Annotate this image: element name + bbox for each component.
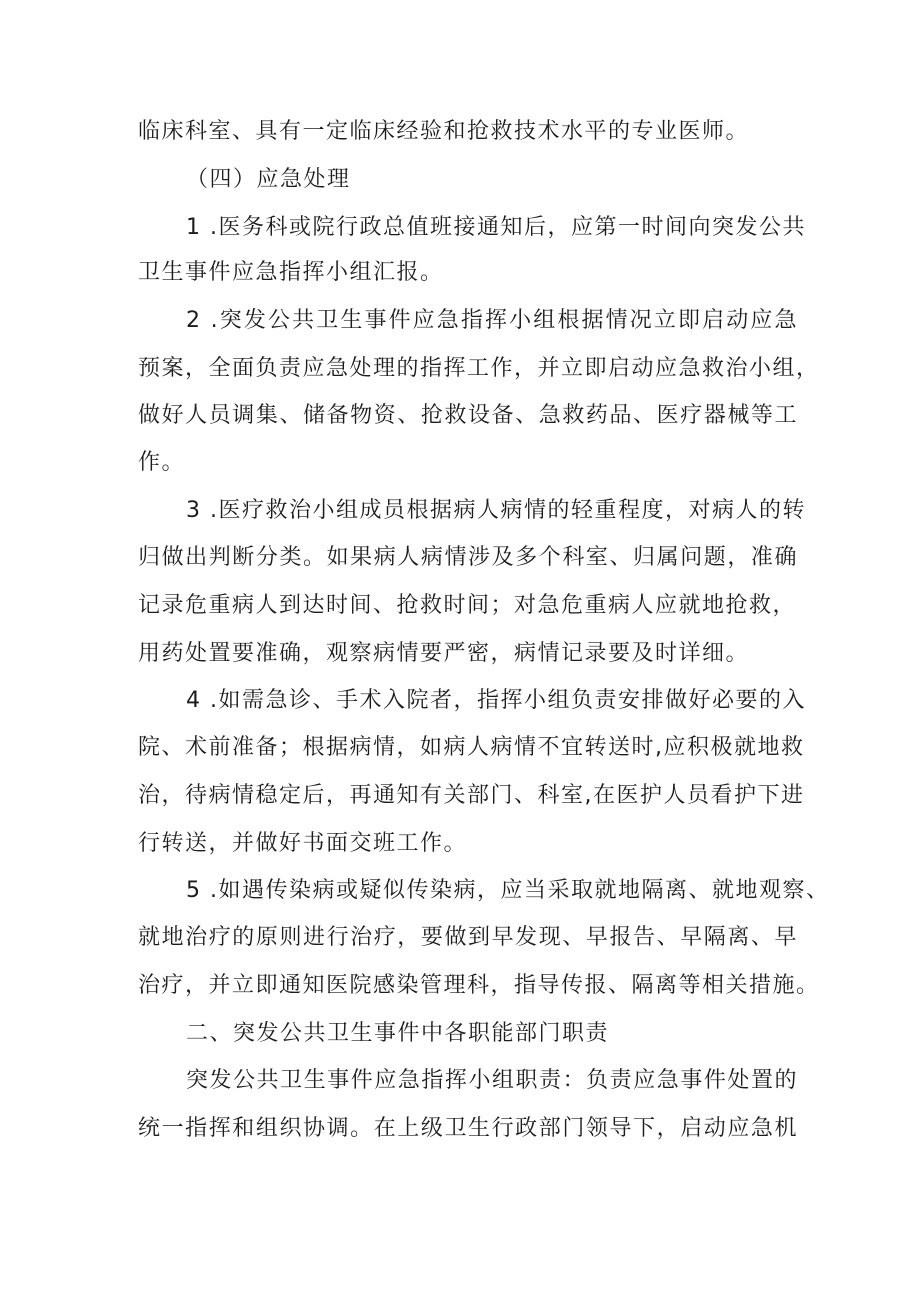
section-heading-emergency-handling: （四）应急处理 [186,167,351,192]
text-line-11: 记录危重病人到达时间、抢救时间；对急危重病人应就地抢救， [138,593,797,618]
text-line-19: 治疗，并立即通知医院感染管理科，指导传报、隔离等相关措施。 [138,973,820,998]
text-line-18: 就地治疗的原则进行治疗，要做到早发现、早报告、早隔离、早 [138,925,798,950]
text-line-10: 归做出判断分类。如果病人病情涉及多个科室、归属问题，准确 [138,545,798,570]
text-line-17: 5 .如遇传染病或疑似传染病，应当采取就地隔离、就地观察、 [186,878,830,903]
text-line-8: 作。 [138,450,186,475]
text-line-21: 突发公共卫生事件应急指挥小组职责：负责应急事件处置的 [186,1068,798,1093]
text-line-5: 2 .突发公共卫生事件应急指挥小组根据情况立即启动应急 [186,308,798,333]
text-line-1: 临床科室、具有一定临床经验和抢救技术水平的专业医师。 [138,119,750,144]
text-line-16: 行转送，并做好书面交班工作。 [138,831,468,856]
text-line-6: 预案，全面负责应急处理的指挥工作，并立即启动应急救治小组， [138,356,820,381]
text-line-9: 3 .医疗救治小组成员根据病人病情的轻重程度，对病人的转 [186,498,806,523]
text-line-3: 1 .医务科或院行政总值班接通知后，应第一时间向突发公共 [186,215,806,240]
text-line-14: 院、术前准备；根据病情，如病人病情不宜转送时,应积极就地救 [138,735,805,760]
text-line-7: 做好人员调集、储备物资、抢救设备、急救药品、医疗器械等工 [138,403,798,428]
section-heading-department-duties: 二、突发公共卫生事件中各职能部门职责 [186,1021,610,1046]
text-line-4: 卫生事件应急指挥小组汇报。 [138,260,444,285]
text-line-22: 统一指挥和组织协调。在上级卫生行政部门领导下，启动应急机 [138,1116,798,1141]
text-line-13: 4 .如需急诊、手术入院者，指挥小组负责安排做好必要的入 [186,688,806,713]
text-line-12: 用药处置要准确，观察病情要严密，病情记录要及时详细。 [138,641,750,666]
text-line-15: 治，待病情稳定后，再通知有关部门、科室,在医护人员看护下进 [138,783,805,808]
